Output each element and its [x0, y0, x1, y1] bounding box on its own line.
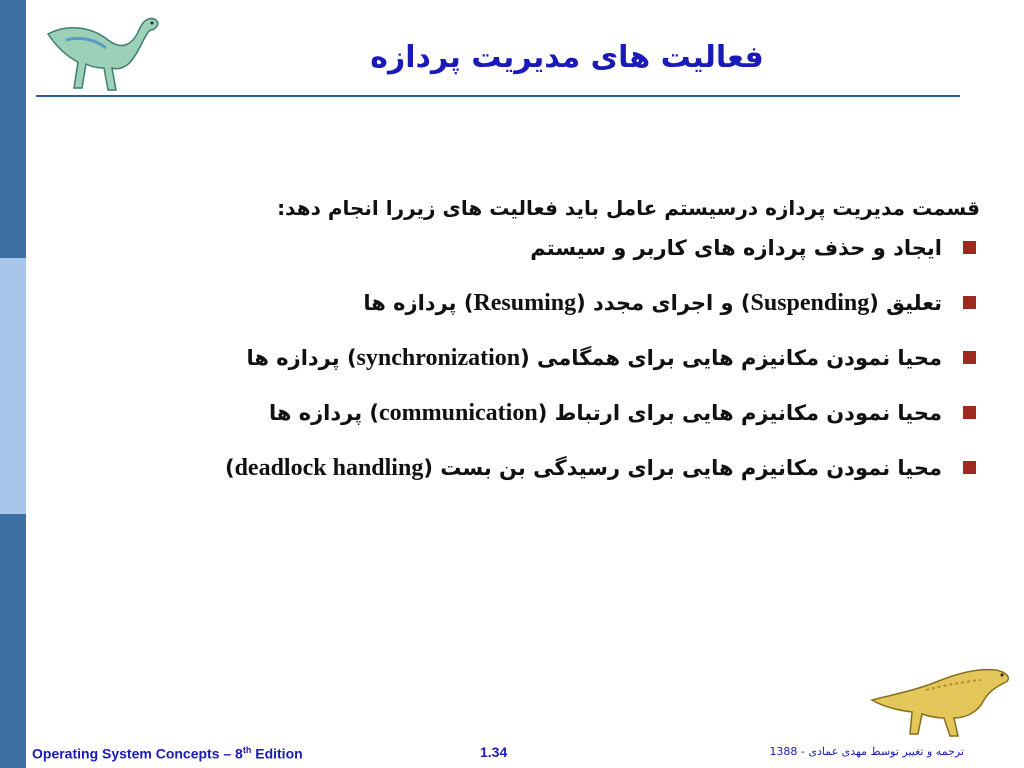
bullet-square-icon — [963, 296, 976, 309]
footer-page-number: 1.34 — [480, 744, 508, 760]
bullet-text: ) پردازه ها — [246, 346, 357, 370]
bullet-list — [200, 234, 980, 482]
dinosaur-logo-icon — [36, 6, 166, 96]
footer-book-prefix: Operating System Concepts – 8 — [32, 746, 243, 762]
slide-content — [200, 196, 980, 509]
intro-text: قسمت مدیریت پردازه درسیستم عامل باید فعالیت های زیررا انجام دهد: — [277, 196, 980, 220]
bullet-text: ایجاد و حذف پردازه های کاربر و سیستم — [530, 236, 942, 260]
bullet-text: ) — [224, 456, 235, 480]
bullet-text: محیا نمودن مکانیزم هایی برای رسیدگی بن بست ( — [423, 456, 942, 480]
bullet-text: ) پردازه ها — [363, 291, 474, 315]
dinosaur-footer-icon — [866, 660, 1016, 740]
term-resuming: Resuming — [473, 290, 577, 316]
term-synchronization: synchronization — [356, 345, 521, 371]
footer-book-sup: th — [242, 745, 252, 756]
footer-credit: ترجمه و تغییر توسط مهدی عمادی - 1388 — [769, 745, 964, 758]
term-suspending: Suspending — [750, 290, 870, 316]
title-divider — [36, 95, 960, 97]
bullet-deadlock — [200, 454, 980, 482]
bullet-text: محیا نمودن مکانیزم هایی برای همگامی ( — [520, 346, 942, 370]
bullet-square-icon — [963, 241, 976, 254]
bullet-synchronization — [200, 344, 980, 372]
bullet-square-icon — [963, 461, 976, 474]
bullet-create-delete — [200, 234, 980, 262]
bullet-text: تعلیق ( — [869, 291, 942, 315]
term-deadlock-handling: deadlock handling — [234, 455, 424, 481]
bullet-text: ) پردازه ها — [268, 401, 380, 425]
bullet-suspend-resume — [200, 289, 980, 317]
bullet-text: محیا نمودن مکانیزم هایی برای ارتباط ( — [537, 401, 942, 425]
sidebar-highlight — [0, 258, 26, 514]
footer-book-title — [32, 745, 303, 762]
term-communication: communication — [379, 400, 538, 426]
slide-title: فعالیت های مدیریت پردازه — [370, 40, 764, 75]
bullet-communication — [200, 399, 980, 427]
footer-book-suffix: Edition — [251, 746, 303, 762]
bullet-square-icon — [963, 351, 976, 364]
bullet-text: ) و اجرای مجدد ( — [576, 291, 751, 315]
bullet-square-icon — [963, 406, 976, 419]
left-sidebar-bar — [0, 0, 26, 768]
